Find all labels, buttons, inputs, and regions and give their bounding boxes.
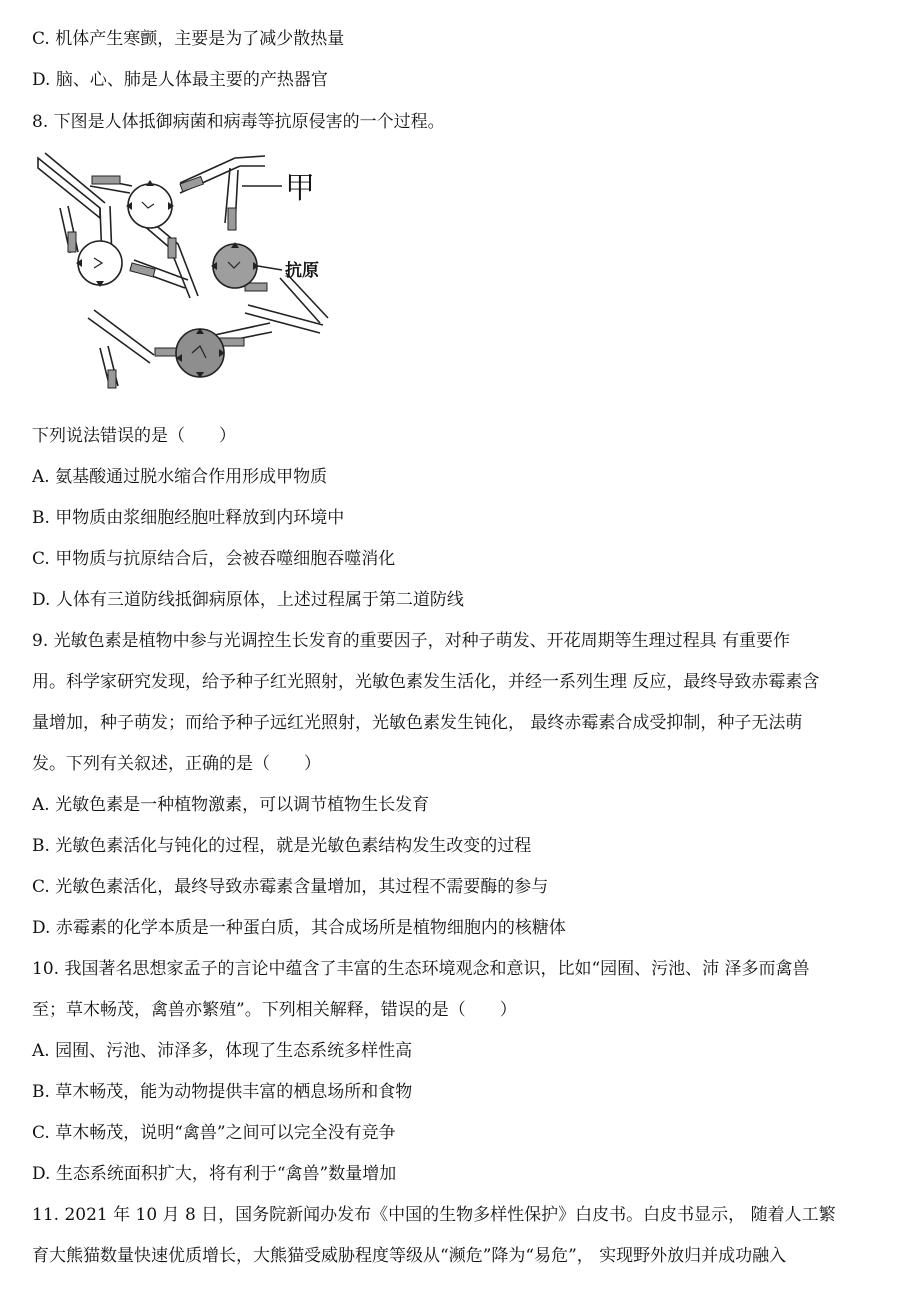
- antigen-left: [76, 241, 122, 287]
- q11-stem-line-2: 育大熊猫数量快速优质增长，大熊猫受威胁程度等级从“濒危”降为“易危”， 实现野外放归并成功融入: [32, 1246, 787, 1266]
- q9-option-c: C. 光敏色素活化，最终导致赤霉素含量增加，其过程不需要酶的参与: [32, 877, 549, 897]
- q11-stem-line-1: 11. 2021 年 10 月 8 日，国务院新闻办发布《中国的生物多样性保护》白皮书。白皮书显示， 随着人工繁: [32, 1205, 836, 1225]
- antigen-right: [211, 242, 259, 288]
- q8-question: 下列说法错误的是（ ）: [32, 426, 236, 446]
- antigen-top: [126, 180, 174, 228]
- q9-option-a: A. 光敏色素是一种植物激素，可以调节植物生长发育: [32, 795, 430, 815]
- q9-stem-line-4: 发。下列有关叙述，正确的是（ ）: [32, 754, 321, 774]
- q8-stem: 8. 下图是人体抵御病菌和病毒等抗原侵害的一个过程。: [32, 112, 445, 132]
- q8-option-a: A. 氨基酸通过脱水缩合作用形成甲物质: [32, 467, 328, 487]
- q10-stem-line-2: 至；草木畅茂，禽兽亦繁殖”。下列相关解释，错误的是（ ）: [32, 1000, 517, 1020]
- label-jia: 甲: [285, 171, 315, 206]
- label-antigen: 抗原: [285, 261, 319, 281]
- q10-option-d: D. 生态系统面积扩大，将有利于“禽兽”数量增加: [32, 1164, 397, 1184]
- q10-option-a: A. 园囿、污池、沛泽多，体现了生态系统多样性高: [32, 1041, 413, 1061]
- q10-stem-line-1: 10. 我国著名思想家孟子的言论中蕴含了丰富的生态环境观念和意识，比如“园囿、污池、沛 泽多而禽兽: [32, 959, 810, 979]
- q8-option-b: B. 甲物质由浆细胞经胞吐释放到内环境中: [32, 508, 345, 528]
- q9-stem-line-3: 量增加，种子萌发；而给予种子远红光照射，光敏色素发生钝化， 最终赤霉素合成受抑制，种子无法萌: [32, 713, 803, 733]
- q9-option-d: D. 赤霉素的化学本质是一种蛋白质，其合成场所是植物细胞内的核糖体: [32, 918, 566, 938]
- q9-option-b: B. 光敏色素活化与钝化的过程，就是光敏色素结构发生改变的过程: [32, 836, 532, 856]
- q9-stem-line-1: 9. 光敏色素是植物中参与光调控生长发育的重要因子，对种子萌发、开花周期等生理过程具 有重要作: [32, 631, 791, 651]
- antibody-antigen-figure: [30, 148, 360, 408]
- q8-option-d: D. 人体有三道防线抵御病原体，上述过程属于第二道防线: [32, 590, 464, 610]
- q7-option-c: C. 机体产生寒颤，主要是为了减少散热量: [32, 29, 345, 49]
- q7-option-d: D. 脑、心、肺是人体最主要的产热器官: [32, 70, 328, 90]
- q10-option-b: B. 草木畅茂，能为动物提供丰富的栖息场所和食物: [32, 1082, 413, 1102]
- antigen-bottom: [176, 328, 225, 378]
- q9-stem-line-2: 用。科学家研究发现，给予种子红光照射，光敏色素发生活化，并经一系列生理 反应，最终导致赤霉素含: [32, 672, 820, 692]
- q10-option-c: C. 草木畅茂，说明“禽兽”之间可以完全没有竞争: [32, 1123, 396, 1143]
- q8-option-c: C. 甲物质与抗原结合后，会被吞噬细胞吞噬消化: [32, 549, 396, 569]
